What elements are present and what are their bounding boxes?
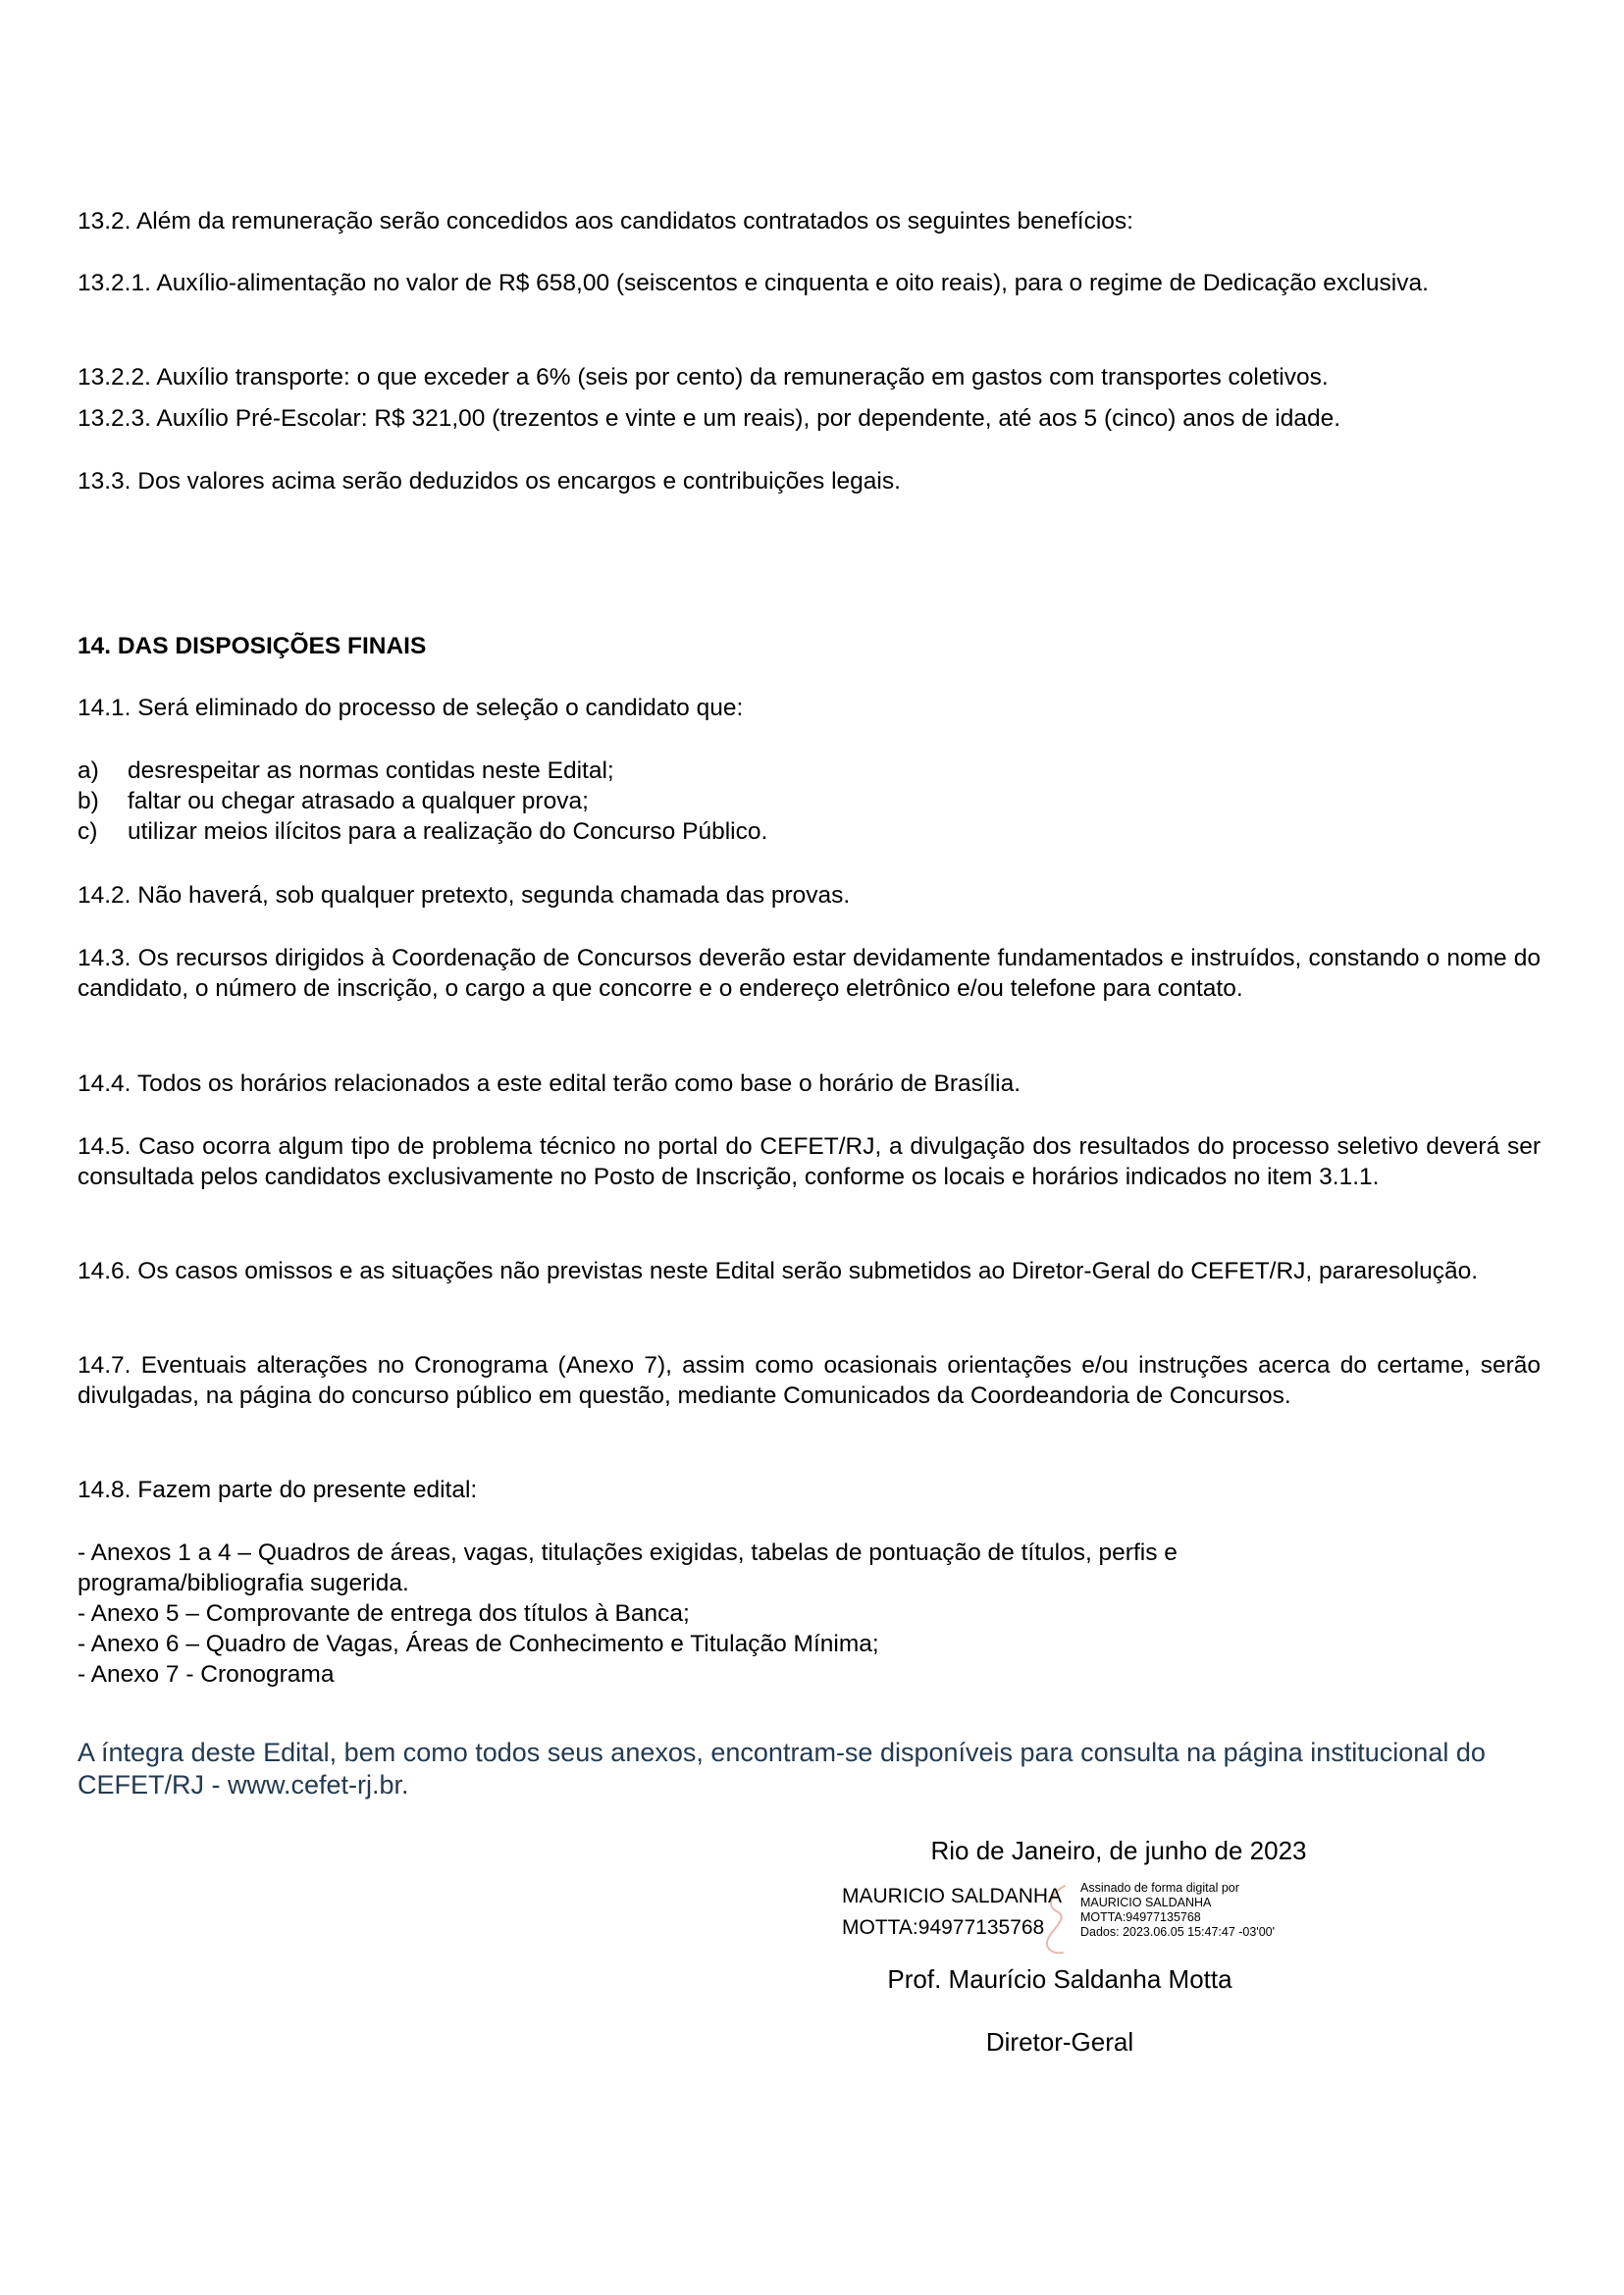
signer-name-line-2: MOTTA:94977135768 bbox=[842, 1916, 1045, 1939]
paragraph-14-4: 14.4. Todos os horários relacionados a este edital terão como base o horário de Brasília. bbox=[78, 1070, 1022, 1097]
digital-signature-meta-1: Assinado de forma digital por bbox=[1080, 1881, 1239, 1895]
paragraph-14-2: 14.2. Não haverá, sob qualquer pretexto, segunda chamada das provas. bbox=[78, 882, 851, 909]
annex-list bbox=[78, 1538, 1541, 1690]
paragraph-13-2-3: 13.2.3. Auxílio Pré-Escolar: R$ 321,00 (trezentos e vinte e um reais), por dependente, até aos 5 (cinco) anos de idade. bbox=[78, 405, 1341, 432]
list-item bbox=[78, 816, 1541, 847]
digital-signature-meta-4: Dados: 2023.06.05 15:47:47 -03'00' bbox=[1080, 1925, 1275, 1939]
annex-item: - Anexo 6 – Quadro de Vagas, Áreas de Conhecimento e Titulação Mínima; bbox=[78, 1631, 879, 1657]
list-item bbox=[78, 786, 1541, 816]
digital-signature-meta-3: MOTTA:94977135768 bbox=[1080, 1910, 1201, 1924]
paragraph-13-2: 13.2. Além da remuneração serão concedidos aos candidatos contratados os seguintes benefícios: bbox=[78, 208, 1133, 235]
paragraph-14-8: 14.8. Fazem parte do presente edital: bbox=[78, 1477, 478, 1503]
annex-item: - Anexo 7 - Cronograma bbox=[78, 1661, 335, 1688]
place-and-date: Rio de Janeiro, de junho de 2023 bbox=[930, 1836, 1307, 1865]
list-item-text: desrespeitar as normas contidas neste Edital; bbox=[128, 757, 614, 784]
annex-item: - Anexos 1 a 4 – Quadros de áreas, vagas, titulações exigidas, tabelas de pontuação de títulos, perfis e bbox=[78, 1539, 1178, 1566]
paragraph-13-2-1: 13.2.1. Auxílio-alimentação no valor de R$ 658,00 (seiscentos e cinquenta e oito reais), para o regime de Dedicação exclusiva. bbox=[78, 270, 1429, 296]
list-item-letter: b) bbox=[78, 788, 99, 814]
list-item-letter: a) bbox=[78, 757, 99, 784]
signer-role: Diretor-Geral bbox=[985, 2027, 1134, 2057]
paragraph-14-5: 14.5. Caso ocorra algum tipo de problema técnico no portal do CEFET/RJ, a divulgação dos resultados do processo seletivo deverá ser consultada pelos candidatos exclusivamente no Posto de Inscrição, conforme os locais e horários indicados no item 3.1.1. bbox=[78, 1133, 1541, 1190]
paragraph-14-6: 14.6. Os casos omissos e as situações não previstas neste Edital serão submetidos ao Diretor-Geral do CEFET/RJ, pararesolução. bbox=[78, 1258, 1479, 1284]
list-item-text: faltar ou chegar atrasado a qualquer prova; bbox=[128, 788, 589, 814]
digital-signature-meta-2: MAURICIO SALDANHA bbox=[1080, 1896, 1212, 1909]
signer-full-name: Prof. Maurício Saldanha Motta bbox=[887, 1964, 1232, 1994]
signer-name-line-1: MAURICIO SALDANHA bbox=[842, 1885, 1063, 1907]
elimination-list bbox=[78, 756, 1541, 847]
annex-item: - Anexo 5 – Comprovante de entrega dos títulos à Banca; bbox=[78, 1600, 690, 1627]
section-14-heading: 14. DAS DISPOSIÇÕES FINAIS bbox=[78, 633, 427, 659]
paragraph-13-2-2: 13.2.2. Auxílio transporte: o que exceder a 6% (seis por cento) da remuneração em gastos com transportes coletivos. bbox=[78, 364, 1329, 391]
paragraph-14-1: 14.1. Será eliminado do processo de seleção o candidato que: bbox=[78, 695, 744, 721]
closing-statement: A íntegra deste Edital, bem como todos seus anexos, encontram-se disponíveis para consulta na página institucional do CEFET/RJ - www.cefet-rj.br. bbox=[78, 1738, 1486, 1799]
paragraph-14-7: 14.7. Eventuais alterações no Cronograma (Anexo 7), assim como ocasionais orientações e/ou instruções acerca do certame, serão divulgadas, na página do concurso público em questão, mediante Comunicados da Coordeandoria de Concursos. bbox=[78, 1352, 1541, 1409]
annex-item-continuation: programa/bibliografia sugerida. bbox=[78, 1570, 409, 1596]
list-item bbox=[78, 756, 1541, 786]
paragraph-13-3: 13.3. Dos valores acima serão deduzidos os encargos e contribuições legais. bbox=[78, 468, 901, 495]
paragraph-14-3: 14.3. Os recursos dirigidos à Coordenação de Concursos deverão estar devidamente fundamentados e instruídos, constando o nome do candidato, o número de inscrição, o cargo a que concorre e o endereço eletrônico e/ou telefone para contato. bbox=[78, 945, 1541, 1002]
list-item-text: utilizar meios ilícitos para a realização do Concurso Público. bbox=[128, 818, 768, 845]
list-item-letter: c) bbox=[78, 818, 98, 845]
